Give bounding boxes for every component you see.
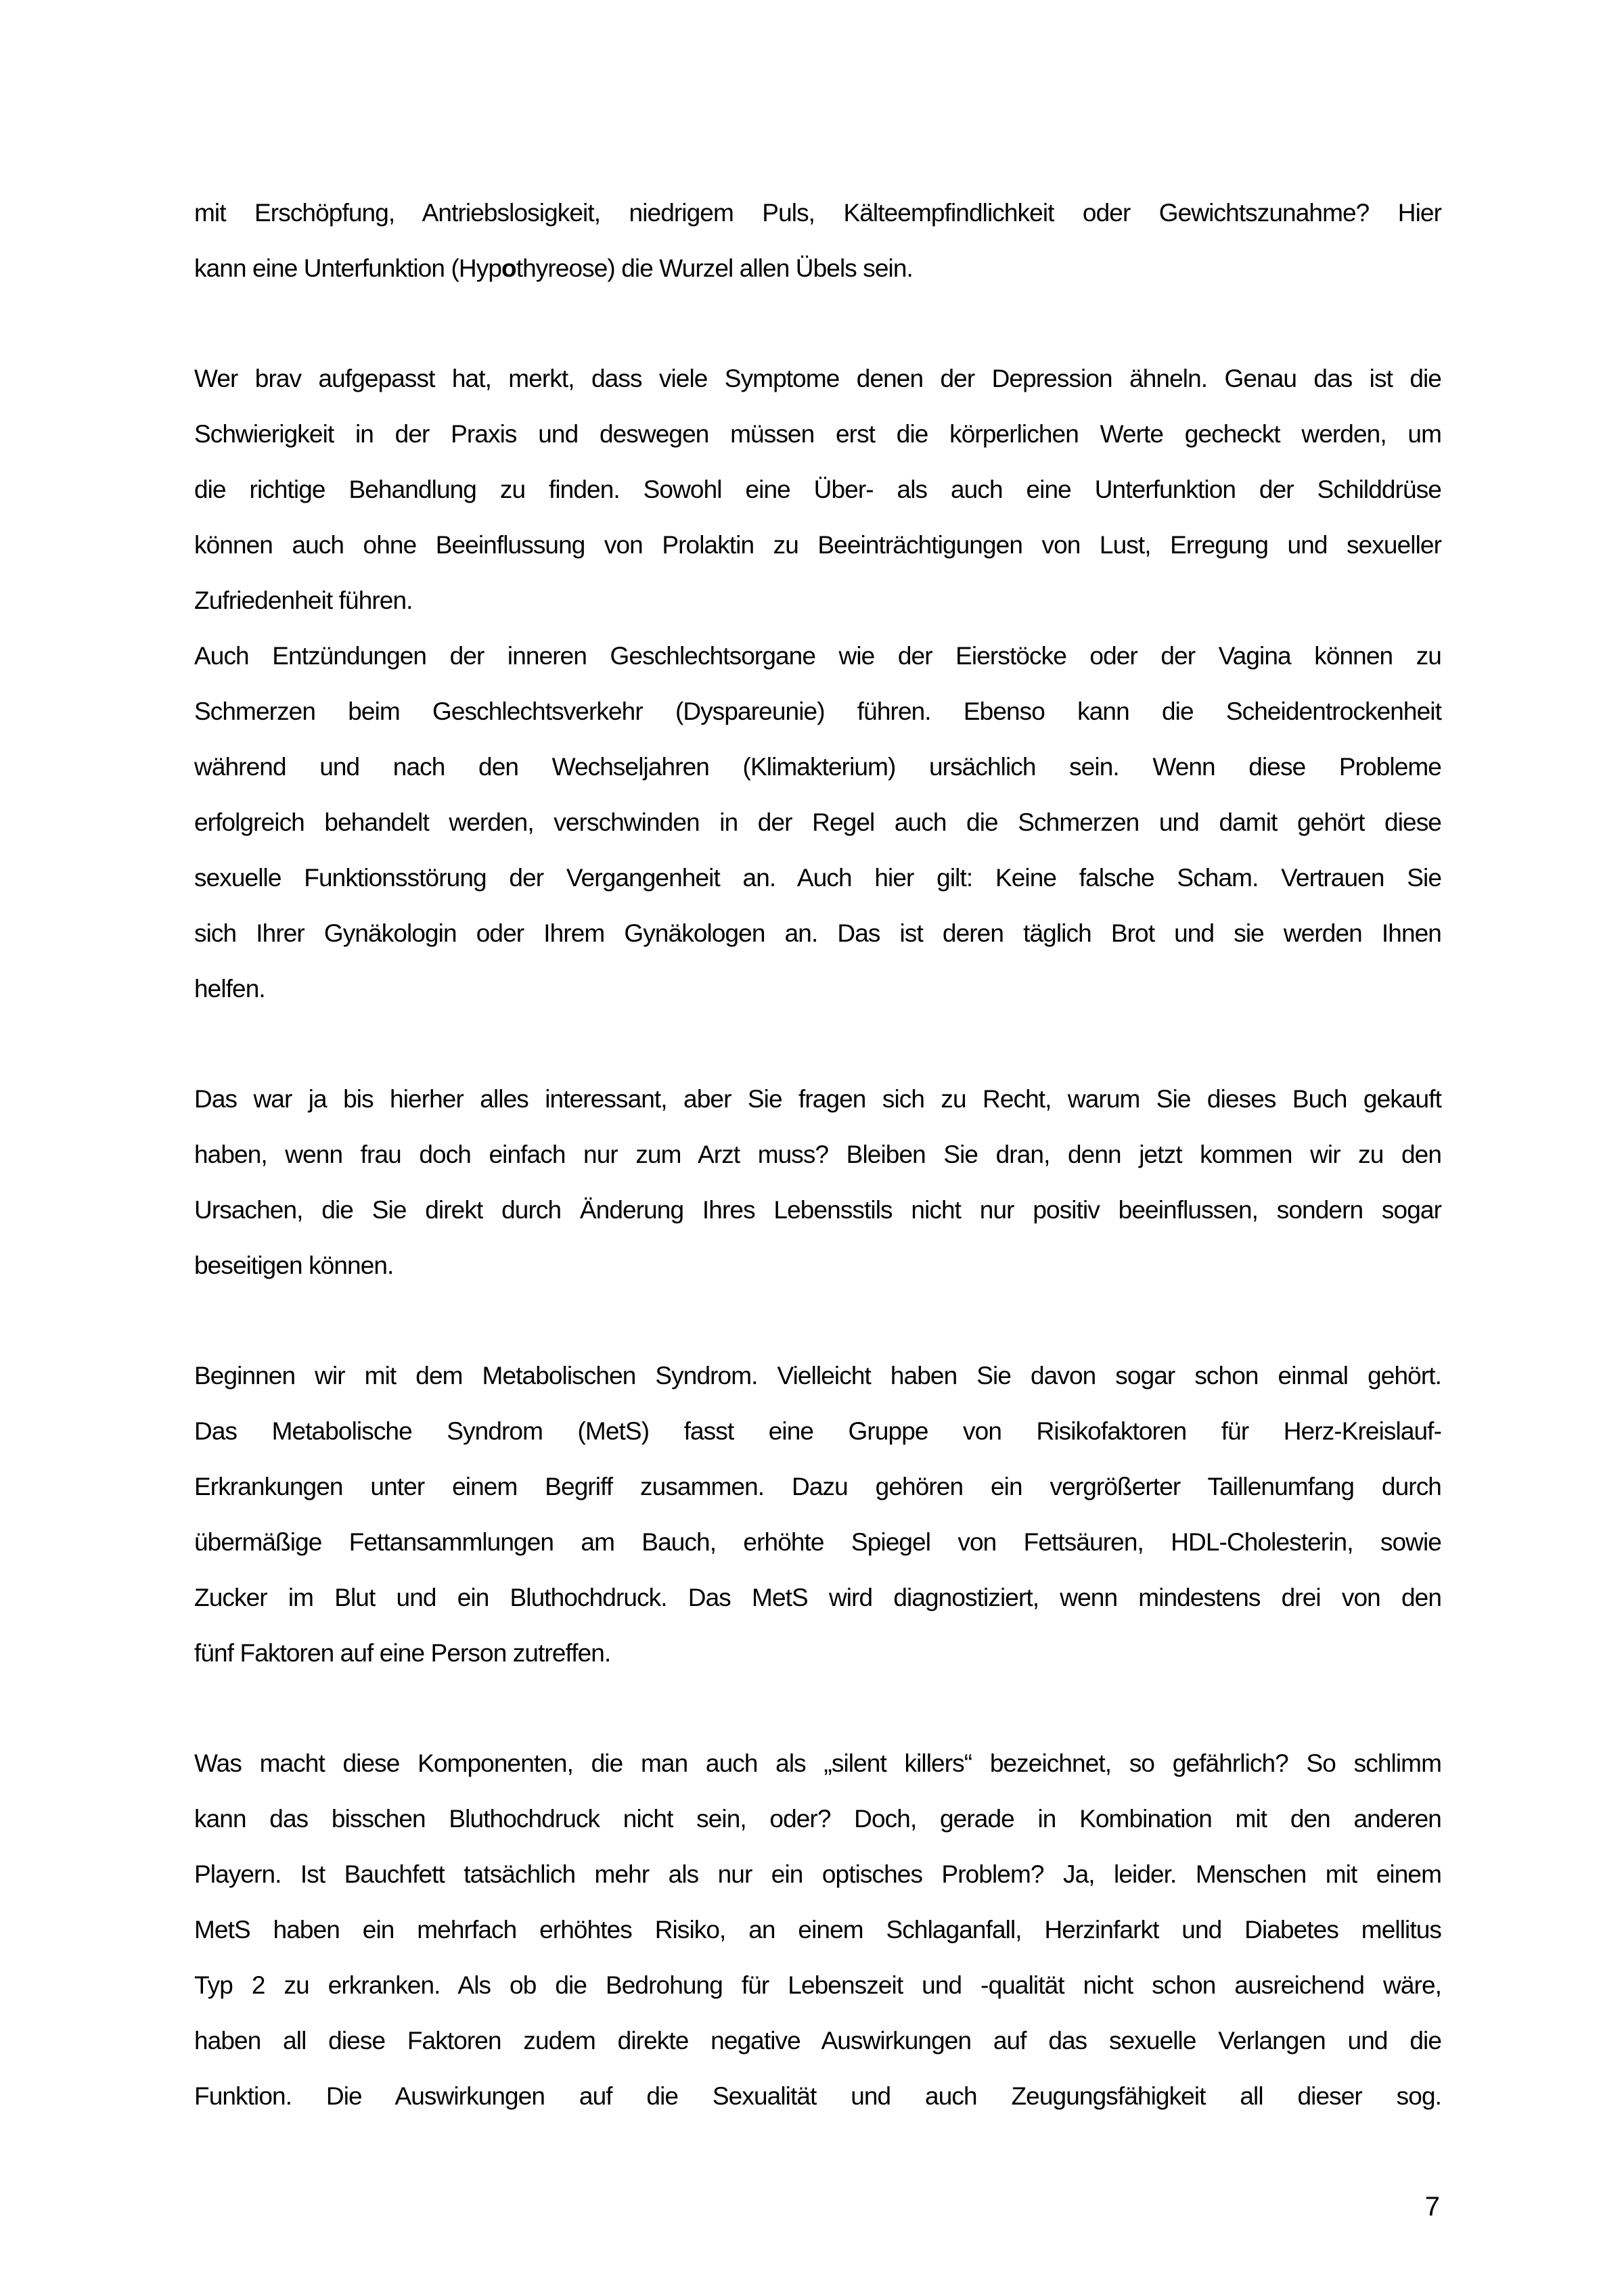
text-line: Erkrankungen unter einem Begriff zusammen. Dazu gehören ein vergrößerter Taillenumfang durch xyxy=(194,1473,1441,1500)
text-line: erfolgreich behandelt werden, verschwinden in der Regel auch die Schmerzen und damit gehört diese xyxy=(194,808,1441,836)
text-line: MetS haben ein mehrfach erhöhtes Risiko, an einem Schlaganfall, Herzinfarkt und Diabetes mellitus xyxy=(194,1916,1441,1944)
text-segment: kann eine Unterfunktion (Hyp xyxy=(194,254,502,282)
text-line: Wer brav aufgepasst hat, merkt, dass viele Symptome denen der Depression ähneln. Genau das ist die xyxy=(194,365,1441,392)
text-line: übermäßige Fettansammlungen am Bauch, erhöhte Spiegel von Fettsäuren, HDL-Cholesterin, sowie xyxy=(194,1528,1441,1556)
text-line: Was macht diese Komponenten, die man auch als „silent killers“ bezeichnet, so gefährlich? So schlimm xyxy=(194,1749,1441,1777)
text-line: mit Erschöpfung, Antriebslosigkeit, niedrigem Puls, Kälteempfindlichkeit oder Gewichtszunahme? Hier xyxy=(194,199,1441,227)
text-line: Funktion. Die Auswirkungen auf die Sexualität und auch Zeugungsfähigkeit all dieser sog. xyxy=(194,2082,1441,2110)
text-line: Das war ja bis hierher alles interessant, aber Sie fragen sich zu Recht, warum Sie dieses Buch gekauft xyxy=(194,1085,1441,1113)
text-line xyxy=(194,241,1441,296)
text-line: während und nach den Wechseljahren (Klimakterium) ursächlich sein. Wenn diese Probleme xyxy=(194,753,1441,781)
text-line: Auch Entzündungen der inneren Geschlechtsorgane wie der Eierstöcke oder der Vagina können zu xyxy=(194,642,1441,670)
text-line: helfen. xyxy=(194,975,265,1003)
text-line: haben all diese Faktoren zudem direkte negative Auswirkungen auf das sexuelle Verlangen und die xyxy=(194,2027,1441,2054)
text-line: Schmerzen beim Geschlechtsverkehr (Dyspareunie) führen. Ebenso kann die Scheidentrockenheit xyxy=(194,697,1441,725)
bold-text-segment: o xyxy=(501,254,516,282)
text-line: sich Ihrer Gynäkologin oder Ihrem Gynäkologen an. Das ist deren täglich Brot und sie werden Ihnen xyxy=(194,919,1441,947)
text-line: kann das bisschen Bluthochdruck nicht sein, oder? Doch, gerade in Kombination mit den anderen xyxy=(194,1805,1441,1833)
text-line: Zufriedenheit führen. xyxy=(194,587,413,614)
text-line: fünf Faktoren auf eine Person zutreffen. xyxy=(194,1639,611,1667)
text-line: Ursachen, die Sie direkt durch Änderung Ihres Lebensstils nicht nur positiv beeinflussen, sondern sogar xyxy=(194,1196,1441,1224)
text-line: haben, wenn frau doch einfach nur zum Arzt muss? Bleiben Sie dran, denn jetzt kommen wir zu den xyxy=(194,1141,1441,1168)
text-line: Typ 2 zu erkranken. Als ob die Bedrohung für Lebenszeit und -qualität nicht schon ausreichend wäre, xyxy=(194,1971,1441,1999)
text-segment: thyreose) die Wurzel allen Übels sein. xyxy=(516,254,913,282)
text-line: Zucker im Blut und ein Bluthochdruck. Das MetS wird diagnostiziert, wenn mindestens drei von den xyxy=(194,1584,1441,1611)
text-line: Playern. Ist Bauchfett tatsächlich mehr als nur ein optisches Problem? Ja, leider. Menschen mit einem xyxy=(194,1860,1441,1888)
text-line: die richtige Behandlung zu finden. Sowohl eine Über- als auch eine Unterfunktion der Schilddrüse xyxy=(194,476,1441,503)
text-line: beseitigen können. xyxy=(194,1252,394,1279)
page-number: 7 xyxy=(1424,2192,1440,2222)
text-line: Das Metabolische Syndrom (MetS) fasst eine Gruppe von Risikofaktoren für Herz-Kreislauf- xyxy=(194,1417,1441,1445)
text-line: können auch ohne Beeinflussung von Prolaktin zu Beeinträchtigungen von Lust, Erregung und sexueller xyxy=(194,531,1441,559)
text-line: Schwierigkeit in der Praxis und deswegen müssen erst die körperlichen Werte gecheckt werden, um xyxy=(194,420,1441,448)
text-line: sexuelle Funktionsstörung der Vergangenheit an. Auch hier gilt: Keine falsche Scham. Vertrauen Sie xyxy=(194,864,1441,892)
text-line: Beginnen wir mit dem Metabolischen Syndrom. Vielleicht haben Sie davon sogar schon einmal gehört. xyxy=(194,1362,1441,1390)
